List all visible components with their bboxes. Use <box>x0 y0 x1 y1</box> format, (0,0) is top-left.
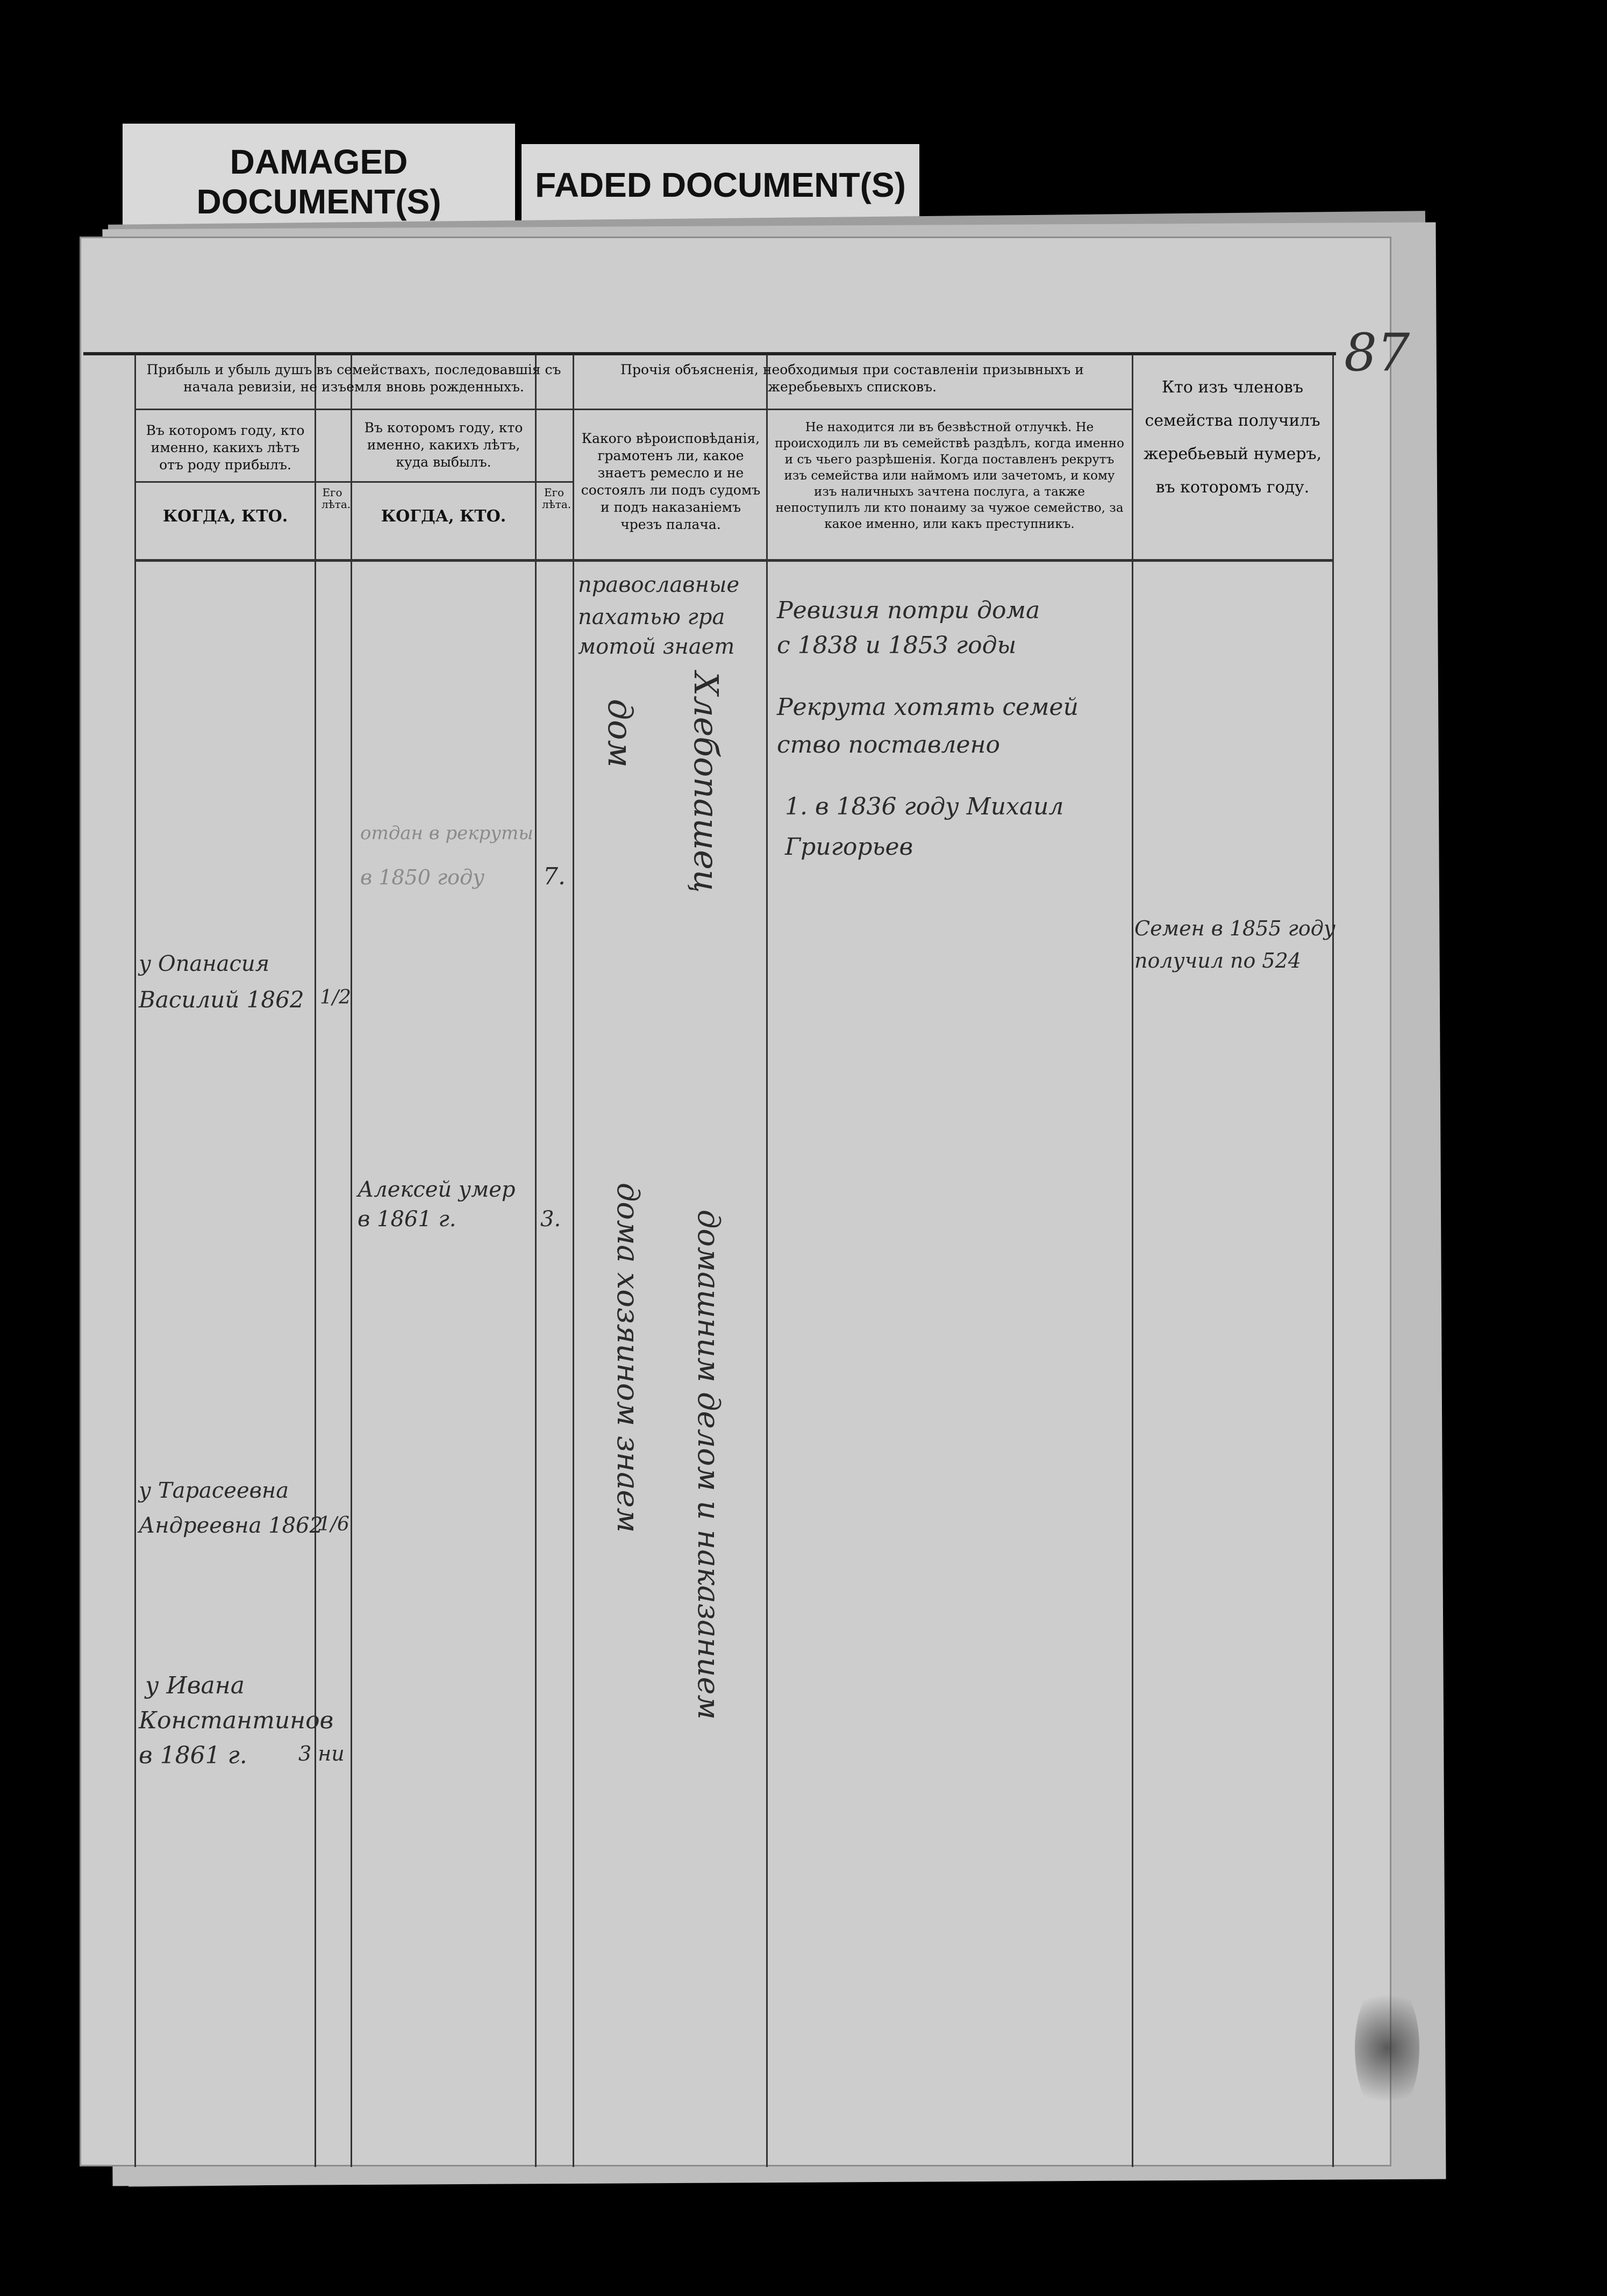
col-line-3 <box>535 355 537 2167</box>
hw-gain-3-age: 1/6 <box>318 1513 349 1535</box>
col-line-5 <box>766 355 768 2167</box>
col-line-6 <box>1132 355 1133 2167</box>
header-absence: Не находится ли въ безвѣстной отлучкѣ. Не происходилъ ли въ семействѣ раздѣлъ, когда именно и съ чьего разрѣшенiя. Когда поставленъ рекрутъ изъ семейства или наймомъ или зачетомъ, и кому изъ наличныхъ зачтена послуга, а также непоступилъ ли кто понаиму за чужое семейство, за какое именно, или какъ преступникъ. <box>775 420 1124 531</box>
faded-document-slip <box>522 144 919 226</box>
col-line-4 <box>573 355 574 2167</box>
hw-absence-1: Ревизия потри дома <box>777 597 1040 624</box>
hw-gain-4-age: 3 ни <box>298 1742 345 1765</box>
hw-vertical-1: Хлебопашец <box>687 672 726 893</box>
header-loss-sub: Въ которомъ году, кто именно, какихъ лѣтъ, куда выбылъ. <box>364 420 523 470</box>
hw-gain-3a: у Тарасеевна <box>139 1478 289 1503</box>
header-line-c <box>134 481 573 483</box>
header-gain-loss: Прибыль и убыль душъ въ семействахъ, последовавшiя съ начала ревизiи, не изъемля вновь рожденныхъ. <box>146 362 561 395</box>
hw-vertical-4: домашним делом и наказанием <box>691 1210 726 1720</box>
header-line-b <box>573 409 1132 410</box>
hw-gain-1a: у Опанасия <box>139 952 270 976</box>
hw-religion-1: православные <box>578 573 740 597</box>
hw-lot-2: получил по 524 <box>1134 949 1301 972</box>
hw-gain-1b: Василий 1862 <box>139 986 304 1013</box>
faded-label: FADED DOCUMENT(S) <box>535 166 906 204</box>
col-line-2 <box>351 355 352 2167</box>
header-when-who-2: КОГДА, КТО. <box>381 507 506 526</box>
header-line-a <box>134 409 573 410</box>
header-age-1: Его лѣта. <box>322 486 351 511</box>
hw-loss-faint-2: в 1850 году <box>360 866 485 889</box>
hw-loss-faint-age: 7. <box>543 863 566 890</box>
header-religion: Какого вѣроисповѣданiя, грамотенъ ли, какое знаетъ ремесло и не состоялъ ли подъ судомъ и подъ наказанiемъ чрезъ палача. <box>581 431 761 532</box>
header-other: Прочiя объясненiя, необходимыя при составленiи призывныхъ и жеребьевыхъ списковъ. <box>620 362 1084 395</box>
hw-religion-3: мотой знает <box>578 634 735 659</box>
col-line-1 <box>315 355 316 2167</box>
header-bottom-line <box>134 559 1332 562</box>
hw-absence-6: Григорьев <box>785 833 913 861</box>
hw-gain-4c: в 1861 г. <box>139 1742 247 1769</box>
header-lot: Кто изъ членовъ семейства получилъ жеребьевый нумеръ, въ которомъ году. <box>1143 378 1322 497</box>
col-line-7 <box>1332 355 1334 2167</box>
hw-lot-1: Семен в 1855 году <box>1134 917 1335 940</box>
hw-vertical-2: дом <box>601 699 640 768</box>
hw-loss-2-age: 3. <box>540 1207 561 1232</box>
hw-loss-faint-1: отдан в рекруты <box>360 822 533 844</box>
stain-mark <box>1355 1978 1419 2118</box>
hw-vertical-3: дома хозяином знаем <box>610 1183 645 1533</box>
hw-loss-2b: в 1861 г. <box>358 1207 456 1232</box>
damaged-label: DAMAGED DOCUMENT(S) <box>196 142 441 221</box>
hw-absence-5: 1. в 1836 году Михаил <box>785 793 1064 820</box>
header-age-2: Его лѣта. <box>542 486 572 511</box>
hw-gain-3b: Андреевна 1862 <box>139 1513 323 1538</box>
page-number: 87 <box>1344 323 1410 383</box>
header-when-who-1: КОГДА, КТО. <box>162 507 288 526</box>
frame-top-line <box>83 352 1336 355</box>
hw-gain-4b: Константинов <box>139 1707 334 1734</box>
hw-religion-2: пахатью гра <box>578 605 725 630</box>
hw-loss-2a: Алексей умер <box>358 1177 516 1202</box>
col-line-0 <box>134 355 136 2167</box>
hw-gain-1-age: 1/2 <box>320 986 351 1008</box>
hw-absence-3: Рекрута хотять семей <box>777 693 1079 721</box>
hw-absence-2: с 1838 и 1853 годы <box>777 632 1017 659</box>
hw-gain-4a: у Ивана <box>145 1672 245 1699</box>
header-gain-sub: Въ которомъ году, кто именно, какихъ лѣтъ отъ роду прибылъ. <box>146 423 305 473</box>
hw-absence-4: ство поставлено <box>777 731 1001 759</box>
